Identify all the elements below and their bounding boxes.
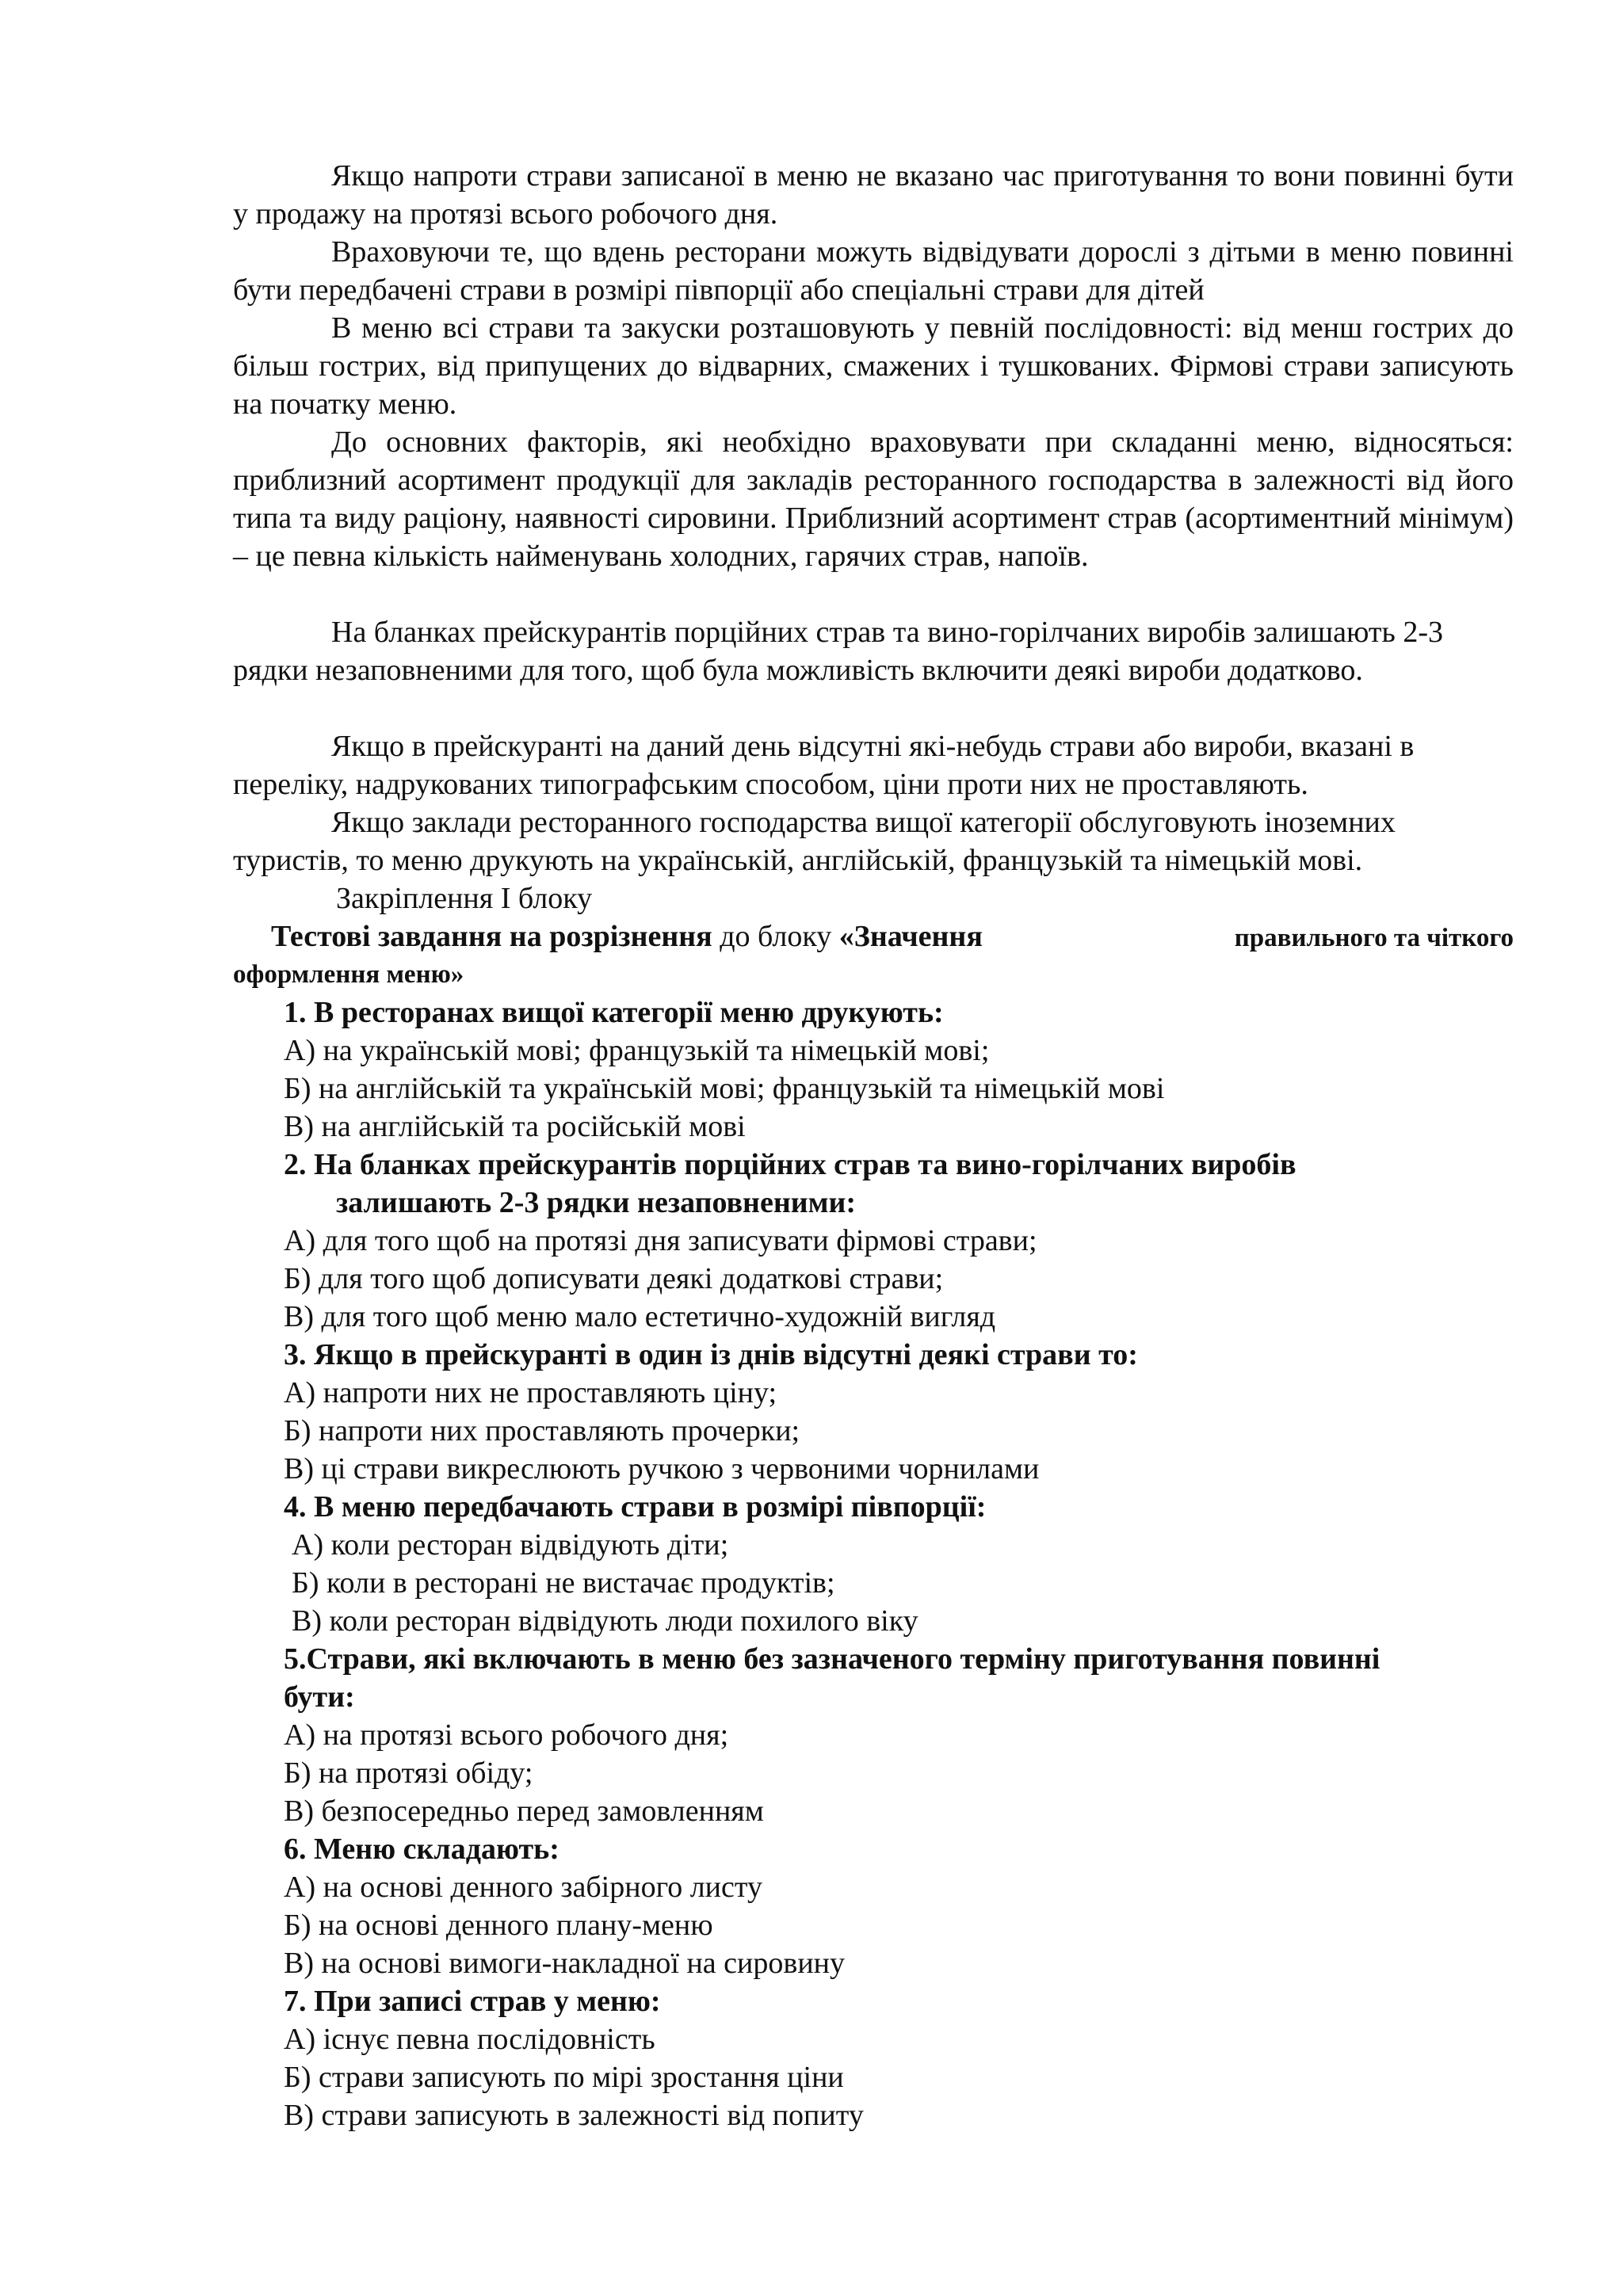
q3-option-a: А) напроти них не проставляють ціну; [284,1376,777,1409]
paragraph-6: Якщо в прейскуранті на даний день відсутні які-небудь страви або вироби, вказані в переліку, надрукованих типографським способом, ціни проти них не проставляють. [233,730,1415,801]
question-4: 4. В меню передбачають страви в розмірі півпорції: [284,1490,987,1524]
q1-option-c: В) на англійській та російській мові [284,1110,746,1143]
q7-option-b: Б) страви записують по мірі зростання ціни [284,2061,844,2094]
q5-option-c: В) безпосередньо перед замовленням [284,1794,764,1828]
question-2: 2. На бланках прейскурантів порційних страв та вино-горілчаних виробів [284,1148,1296,1181]
test-heading-bold: Тестові завдання на розрізнення [271,920,712,953]
q7-option-c: В) страви записують в залежності від попиту [284,2099,864,2132]
paragraph-3: В меню всі страви та закуски розташовують у певній послідовності: від менш гострих до більш гострих, від припущених до відварних, смажених і тушкованих. Фірмові страви записують на початку меню. [233,311,1514,421]
q6-option-c: В) на основі вимоги-накладної на сировину [284,1947,845,1980]
question-5: 5.Страви, які включають в меню без зазначеного терміну приготування повинні [284,1642,1381,1676]
question-7: 7. При записі страв у меню: [284,1985,661,2018]
paragraph-1: Якщо напроти страви записаної в меню не вказано час приготування то вони повинні бути у продажу на протязі всього робочого дня. [233,159,1514,231]
paragraph-2: Враховуючи те, що вдень ресторани можуть відвідувати дорослі з дітьми в меню повинні бути передбачені страви в розмірі півпорції або спеціальні страви для дітей [233,235,1514,307]
q6-option-b: Б) на основі денного плану-меню [284,1909,713,1942]
q2-option-c: В) для того щоб меню мало естетично-художній вигляд [284,1300,996,1333]
question-1: 1. В ресторанах вищої категорії меню друкують: [284,996,944,1029]
q3-option-c: В) ці страви викреслюють ручкою з червоними чорнилами [284,1452,1040,1486]
test-heading-line2: оформлення меню» [233,960,464,989]
test-heading-normal: до блоку [712,920,839,953]
section-label: Закріплення І блоку [336,882,593,915]
q2-option-b: Б) для того щоб дописувати деякі додаткові страви; [284,1262,944,1295]
test-heading [271,917,1514,955]
q3-option-b: Б) напроти них проставляють прочерки; [284,1414,800,1447]
q5-option-b: Б) на протязі обіду; [284,1756,533,1790]
test-heading-title-start: «Значення [838,920,983,953]
question-6: 6. Меню складають: [284,1833,559,1866]
test-heading-title-rest: правильного та чіткого [1234,924,1514,952]
q4-option-c: В) коли ресторан відвідують люди похилого віку [292,1604,918,1638]
question-2-line2: залишають 2-3 рядки незаповненими: [336,1186,857,1219]
q7-option-a: А) існує певна послідовність [284,2023,655,2056]
paragraph-4: До основних факторів, які необхідно враховувати при складанні меню, відносяться: приблизний асортимент продукції для закладів ресторанного господарства в залежності від його типа та виду раціону, наявності сировини. Приблизний асортимент страв (асортиментний мінімум) – це певна кількість найменувань холодних, гарячих страв, напоїв. [233,425,1514,573]
q4-option-a: А) коли ресторан відвідують діти; [292,1528,729,1562]
q1-option-a: А) на українській мові; французькій та німецькій мові; [284,1034,990,1067]
q6-option-a: А) на основі денного забірного листу [284,1871,762,1904]
q2-option-a: А) для того щоб на протязі дня записувати фірмові страви; [284,1224,1037,1257]
paragraph-5: На бланках прейскурантів порційних страв та вино-горілчаних виробів залишають 2-3 рядки незаповненими для того, щоб була можливість включити деякі вироби додатково. [233,616,1443,687]
q1-option-b: Б) на англійській та українській мові; французькій та німецькій мові [284,1072,1165,1105]
q4-option-b: Б) коли в ресторані не вистачає продуктів; [292,1566,835,1600]
question-3: 3. Якщо в прейскуранті в один із днів відсутні деякі страви то: [284,1338,1138,1371]
question-5-line2: бути: [284,1680,355,1714]
q5-option-a: А) на протязі всього робочого дня; [284,1718,729,1752]
paragraph-7: Якщо заклади ресторанного господарства вищої категорії обслуговують іноземних туристів, то меню друкують на українській, англійській, французькій та німецькій мові. [233,806,1396,877]
